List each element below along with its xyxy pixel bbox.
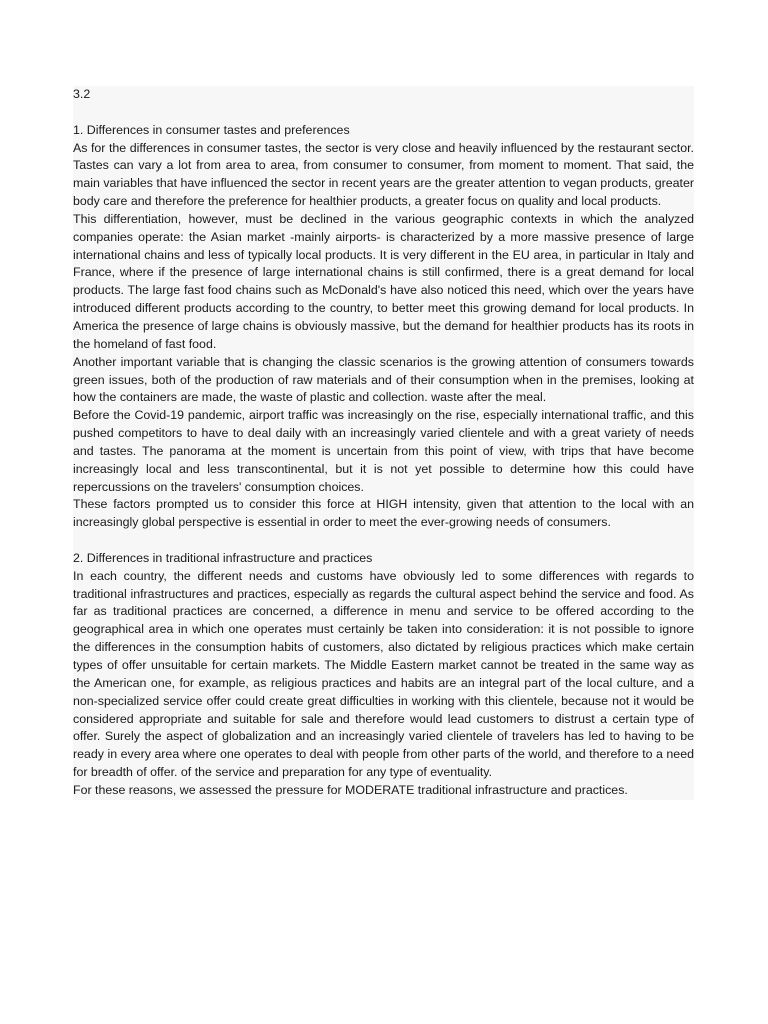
section-heading-2: 2. Differences in traditional infrastructure and practices [73,550,373,565]
paragraph: Another important variable that is changing the classic scenarios is the growing attention of consumers towards green issues, both of the production of raw materials and of their consumption when in the premises, looking at how the containers are made, the waste of plastic and collection. waste after the meal. [73,354,694,405]
blank-line [73,104,694,122]
document-page [73,86,694,800]
section-heading-1: 1. Differences in consumer tastes and preferences [73,122,350,137]
paragraph: This differentiation, however, must be declined in the various geographic contexts in which the analyzed companies operate: the Asian market -mainly airports- is characterized by a more massive presence of large international chains and less of typically local products. It is very different in the EU area, in particular in Italy and France, where if the presence of large international chains is still confirmed, there is a great demand for local products. The large fast food chains such as McDonald's have also noticed this need, which over the years have introduced different products according to the country, to better meet this growing demand for local products. In America the presence of large chains is obviously massive, but the demand for healthier products has its roots in the homeland of fast food. [73,211,694,351]
paragraph: For these reasons, we assessed the pressure for MODERATE traditional infrastructure and practices. [73,782,628,797]
paragraph: As for the differences in consumer tastes, the sector is very close and heavily influenced by the restaurant sector. Tastes can vary a lot from area to area, from consumer to consumer, from moment to moment. That said, the main variables that have influenced the sector in recent years are the greater attention to vegan products, greater body care and therefore the preference for healthier products, a greater focus on quality and local products. [73,140,694,209]
paragraph: In each country, the different needs and customs have obviously led to some differences with regards to traditional infrastructures and practices, especially as regards the cultural aspect behind the service and food. As far as traditional practices are concerned, a difference in menu and service to be offered according to the geographical area in which one operates must certainly be taken into consideration: it is not possible to ignore the differences in the consumption habits of customers, also dictated by religious practices which make certain types of offer unsuitable for certain markets. The Middle Eastern market cannot be treated in the same way as the American one, for example, as religious practices and habits are an integral part of the local culture, and a non-specialized service offer could create great difficulties in working with this clientele, because not it would be considered appropriate and suitable for sale and therefore would lead customers to distrust a certain type of offer. Surely the aspect of globalization and an increasingly varied clientele of travelers has led to having to be ready in every area where one operates to deal with people from other parts of the world, and therefore to a need for breadth of offer. of the service and preparation for any type of eventuality. [73,568,694,780]
blank-line [73,532,694,550]
paragraph: Before the Covid-19 pandemic, airport traffic was increasingly on the rise, especially international traffic, and this pushed competitors to have to deal daily with an increasingly varied clientele and with a great variety of needs and tastes. The panorama at the moment is uncertain from this point of view, with trips that have become increasingly local and less transcontinental, but it is not yet possible to determine how this could have repercussions on the travelers' consumption choices. [73,408,694,494]
section-number: 3.2 [73,87,91,101]
paragraph: These factors prompted us to consider this force at HIGH intensity, given that attention to the local with an increasingly global perspective is essential in order to meet the ever-growing needs of consumers. [73,497,694,530]
